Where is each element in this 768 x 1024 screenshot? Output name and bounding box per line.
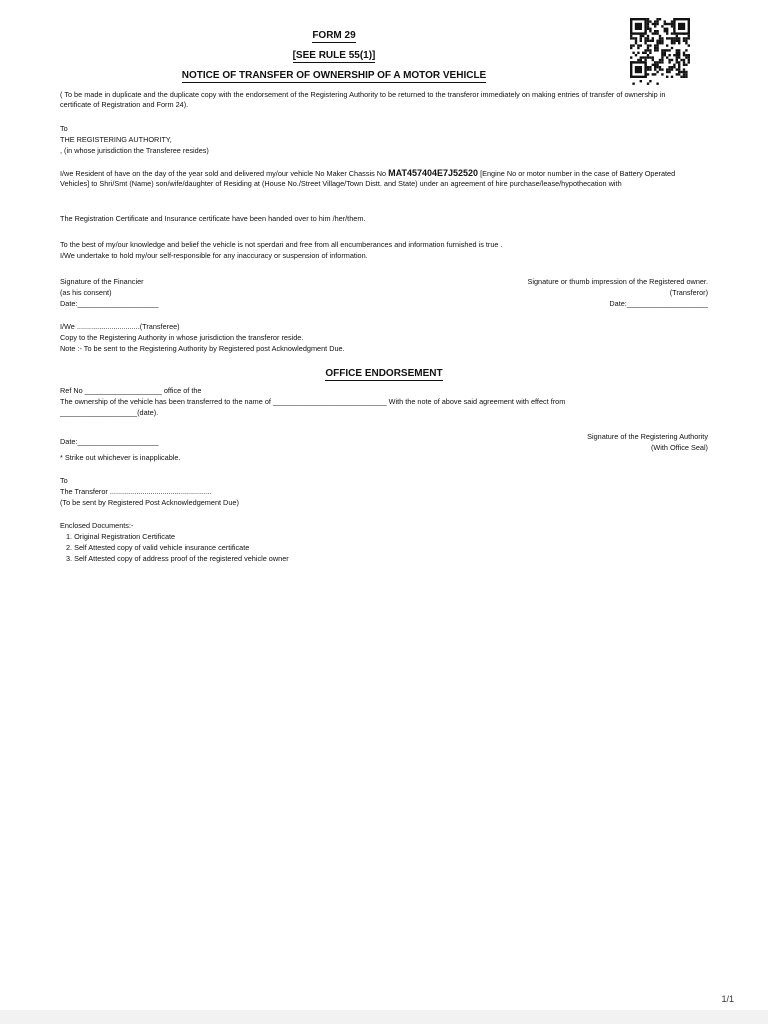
office-endorsement-heading: OFFICE ENDORSEMENT [325,368,443,379]
form-title: NOTICE OF TRANSFER OF OWNERSHIP OF A MOTOR VEHICLE [181,70,487,81]
registering-authority: THE REGISTERING AUTHORITY, [60,135,172,144]
reference-number: Ref No ___________________ office of the [60,386,202,395]
office-seal-note: (With Office Seal) [650,443,708,452]
page-indicator: 1/1 [721,994,734,1004]
jurisdiction-note: , (in whose jurisdiction the Transferee resides) [60,146,209,155]
chassis-number: MAT457404E7J52520 [388,168,479,178]
certificate-handed-over: The Registration Certificate and Insurance certificate have been handed over to him /her/them. [60,214,366,223]
transferee-note: Note :- To be sent to the Registering Authority by Registered post Acknowledgment Due. [60,344,345,353]
financier-date: Date:____________________ [60,299,159,308]
form-number: FORM 29 [312,30,356,41]
enclosed-item: 3. Self Attested copy of address proof of the registered vehicle owner [66,554,289,563]
owner-date: Date:____________________ [609,299,708,308]
rule-reference: [SEE RULE 55(1)] [292,50,376,61]
registering-authority-signature: Signature of the Registering Authority [587,432,708,441]
copy-to-authority: Copy to the Registering Authority in whose jurisdiction the transferor reside. [60,333,304,342]
viewer-footer [0,1010,768,1024]
effect-date: ___________________(date). [60,408,159,417]
undertaking-statement: I/We undertake to hold my/our self-responsible for any inaccuracy or suspension of information. [60,251,368,260]
enclosed-documents-heading: Enclosed Documents:- [60,521,134,530]
to-label: To [60,124,68,133]
owner-role: (Transferor) [669,288,708,297]
transferor-note: (To be sent by Registered Post Acknowledgement Due) [60,498,239,507]
ownership-transferred: The ownership of the vehicle has been transferred to the name of ____________________________ With the note of above said agreement with effect from [60,397,566,406]
financier-consent: (as his consent) [60,288,112,297]
sale-declaration [60,168,695,189]
enclosed-item: 2. Self Attested copy of valid vehicle insurance certificate [66,543,250,552]
belief-statement: To the best of my/our knowledge and belief the vehicle is not sperdari and free from all encumberances and information furnished is true . [60,240,503,249]
enclosed-item: 1. Original Registration Certificate [66,532,176,541]
financier-signature-label: Signature of the Financier [60,277,144,286]
owner-signature-label: Signature or thumb impression of the Registered owner. [527,277,708,286]
intro-note: ( To be made in duplicate and the duplicate copy with the endorsement of the Registering Authority to be returned to the transferor immediately on making entries of transfer of ownership in certificate of Registration and Form 24). [60,90,666,109]
declaration-part1: I/we Resident of have on the day of the year sold and delivered my/our vehicle No Maker Chassis No [60,169,387,178]
transferor-name: The Transferor .................................................. [60,487,212,496]
endorsement-date: Date:____________________ [60,437,159,446]
to-transferor-label: To [60,476,68,485]
declaration-part2: [Engine No or motor number in the case of Battery Operated Vehicles] to Shri/Smt (Name) son/wife/daughter of Residing at (House No./Street Village/Town Distt. and State) under an agreement of hire purchase/lease/hypothecation with [60,169,676,188]
strike-out-note: * Strike out whichever is inapplicable. [60,453,181,462]
transferee-line: I/We ...............................(Transferee) [60,322,180,331]
